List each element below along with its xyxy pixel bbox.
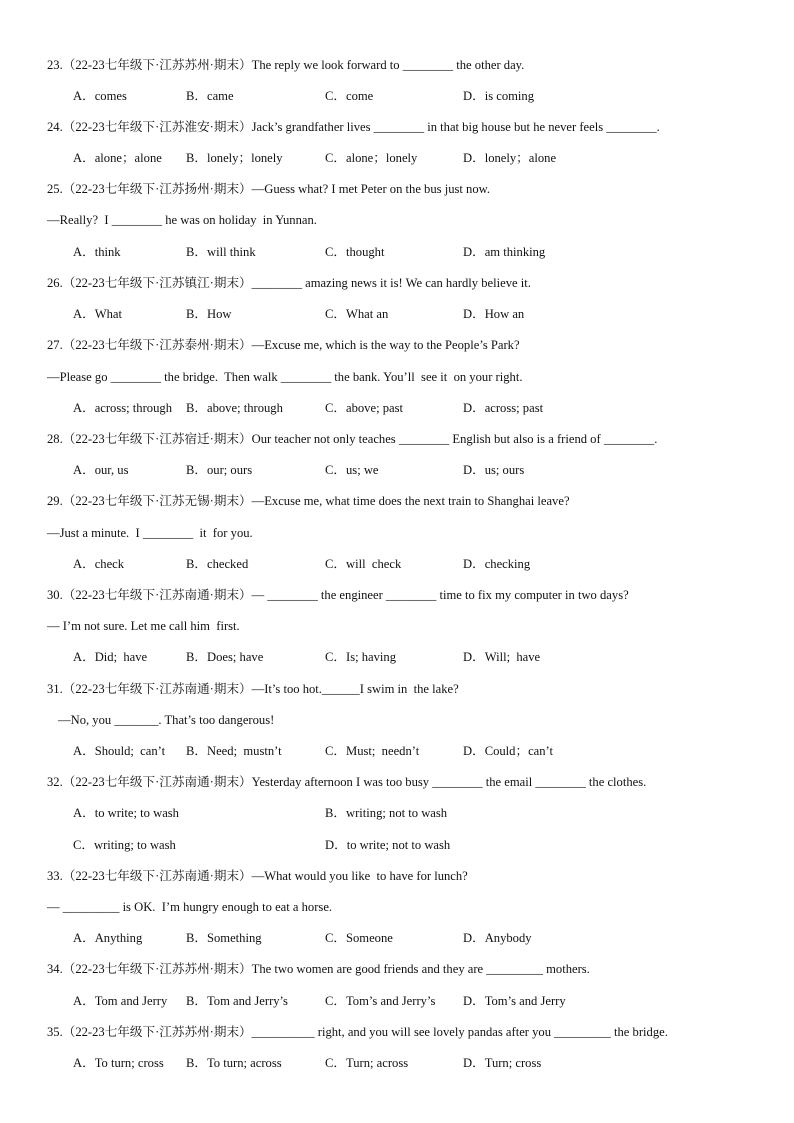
option-d: D．How an <box>463 307 525 321</box>
question-23-options <box>73 88 773 104</box>
option-c: C．thought <box>325 245 385 259</box>
question-33-reply: — _________ is OK. I’m hungry enough to eat a horse. <box>47 900 333 914</box>
question-23-stem: 23.（22-23七年级下·江苏苏州·期末）The reply we look forward to ________ the other day. <box>47 58 525 72</box>
option-c: C．will check <box>325 557 402 571</box>
question-27-options <box>73 400 773 416</box>
option-a: A．Did; have <box>73 650 148 664</box>
option-d: D．lonely；alone <box>463 151 557 165</box>
question-32-options-row-2 <box>73 837 773 853</box>
option-c: C．writing; to wash <box>73 838 176 852</box>
option-d: D．us; ours <box>463 463 525 477</box>
option-c: C．Is; having <box>325 650 397 664</box>
option-d: D．Anybody <box>463 931 532 945</box>
option-b: B．lonely；lonely <box>186 151 283 165</box>
option-a: A．alone；alone <box>73 151 162 165</box>
option-c: C．above; past <box>325 401 403 415</box>
option-b: B．writing; not to wash <box>325 806 448 820</box>
option-c: C．What an <box>325 307 389 321</box>
option-c: C．come <box>325 89 374 103</box>
question-30-options <box>73 649 773 665</box>
option-a: A．Anything <box>73 931 143 945</box>
option-a: A．think <box>73 245 121 259</box>
option-c: C．Turn; across <box>325 1056 409 1070</box>
question-29-stem: 29.（22-23七年级下·江苏无锡·期末）—Excuse me, what time does the next train to Shanghai leave? <box>47 494 570 508</box>
option-d: D．Could；can’t <box>463 744 554 758</box>
option-a: A．To turn; cross <box>73 1056 164 1070</box>
question-32-options-row-1 <box>73 805 773 821</box>
option-b: B．Something <box>186 931 262 945</box>
question-32-stem: 32.（22-23七年级下·江苏南通·期末）Yesterday afternoon I was too busy ________ the email ________ the clothes. <box>47 775 647 789</box>
option-a: A．our, us <box>73 463 129 477</box>
question-27-reply: —Please go ________ the bridge. Then walk ________ the bank. You’ll see it on your right. <box>47 370 523 384</box>
question-25-options <box>73 244 773 260</box>
option-d: D．Will; have <box>463 650 541 664</box>
option-a: A．across; through <box>73 401 172 415</box>
question-34-options <box>73 993 773 1009</box>
option-a: A．Should; can’t <box>73 744 166 758</box>
option-d: D．is coming <box>463 89 535 103</box>
option-d: D．across; past <box>463 401 544 415</box>
question-28-options <box>73 462 773 478</box>
question-25-stem: 25.（22-23七年级下·江苏扬州·期末）—Guess what? I met Peter on the bus just now. <box>47 182 491 196</box>
question-33-stem: 33.（22-23七年级下·江苏南通·期末）—What would you like to have for lunch? <box>47 869 468 883</box>
question-29-reply: —Just a minute. I ________ it for you. <box>47 526 253 540</box>
option-b: B．Tom and Jerry’s <box>186 994 288 1008</box>
option-a: A．What <box>73 307 122 321</box>
question-26-stem: 26.（22-23七年级下·江苏镇江·期末）________ amazing news it is! We can hardly believe it. <box>47 276 531 290</box>
option-d: D．to write; not to wash <box>325 838 451 852</box>
option-c: C．alone；lonely <box>325 151 418 165</box>
option-a: A．to write; to wash <box>73 806 179 820</box>
option-d: D．Turn; cross <box>463 1056 542 1070</box>
option-c: C．Someone <box>325 931 393 945</box>
option-b: B．checked <box>186 557 249 571</box>
option-d: D．Tom’s and Jerry <box>463 994 566 1008</box>
question-31-options <box>73 743 773 759</box>
question-35-stem: 35.（22-23七年级下·江苏苏州·期末）__________ right, and you will see lovely pandas after you _________ the bridge. <box>47 1025 668 1039</box>
question-31-stem: 31.（22-23七年级下·江苏南通·期末）—It’s too hot.______I swim in the lake? <box>47 682 459 696</box>
option-a: A．comes <box>73 89 127 103</box>
option-b: B．came <box>186 89 234 103</box>
question-25-reply: —Really? I ________ he was on holiday in Yunnan. <box>47 213 317 227</box>
option-c: C．us; we <box>325 463 379 477</box>
option-b: B．above; through <box>186 401 283 415</box>
option-d: D．am thinking <box>463 245 546 259</box>
question-30-reply: — I’m not sure. Let me call him first. <box>47 619 240 633</box>
option-a: A．Tom and Jerry <box>73 994 168 1008</box>
question-33-options <box>73 930 773 946</box>
question-29-options <box>73 556 773 572</box>
question-27-stem: 27.（22-23七年级下·江苏泰州·期末）—Excuse me, which is the way to the People’s Park? <box>47 338 520 352</box>
option-b: B．will think <box>186 245 256 259</box>
question-34-stem: 34.（22-23七年级下·江苏苏州·期末）The two women are good friends and they are _________ mothers. <box>47 962 590 976</box>
question-28-stem: 28.（22-23七年级下·江苏宿迁·期末）Our teacher not only teaches ________ English but also is a friend of ________. <box>47 432 658 446</box>
question-31-reply: —No, you _______. That’s too dangerous! <box>58 713 275 727</box>
option-b: B．To turn; across <box>186 1056 282 1070</box>
option-c: C．Tom’s and Jerry’s <box>325 994 436 1008</box>
option-d: D．checking <box>463 557 531 571</box>
option-b: B．our; ours <box>186 463 253 477</box>
option-c: C．Must; needn’t <box>325 744 420 758</box>
question-35-options <box>73 1055 773 1071</box>
question-24-stem: 24.（22-23七年级下·江苏淮安·期末）Jack’s grandfather lives ________ in that big house but he never feels ________. <box>47 120 660 134</box>
question-30-stem: 30.（22-23七年级下·江苏南通·期末）— ________ the engineer ________ time to fix my computer in two days? <box>47 588 629 602</box>
option-a: A．check <box>73 557 125 571</box>
option-b: B．Does; have <box>186 650 264 664</box>
option-b: B．How <box>186 307 232 321</box>
option-b: B．Need; mustn’t <box>186 744 282 758</box>
question-24-options <box>73 150 773 166</box>
question-26-options <box>73 306 773 322</box>
